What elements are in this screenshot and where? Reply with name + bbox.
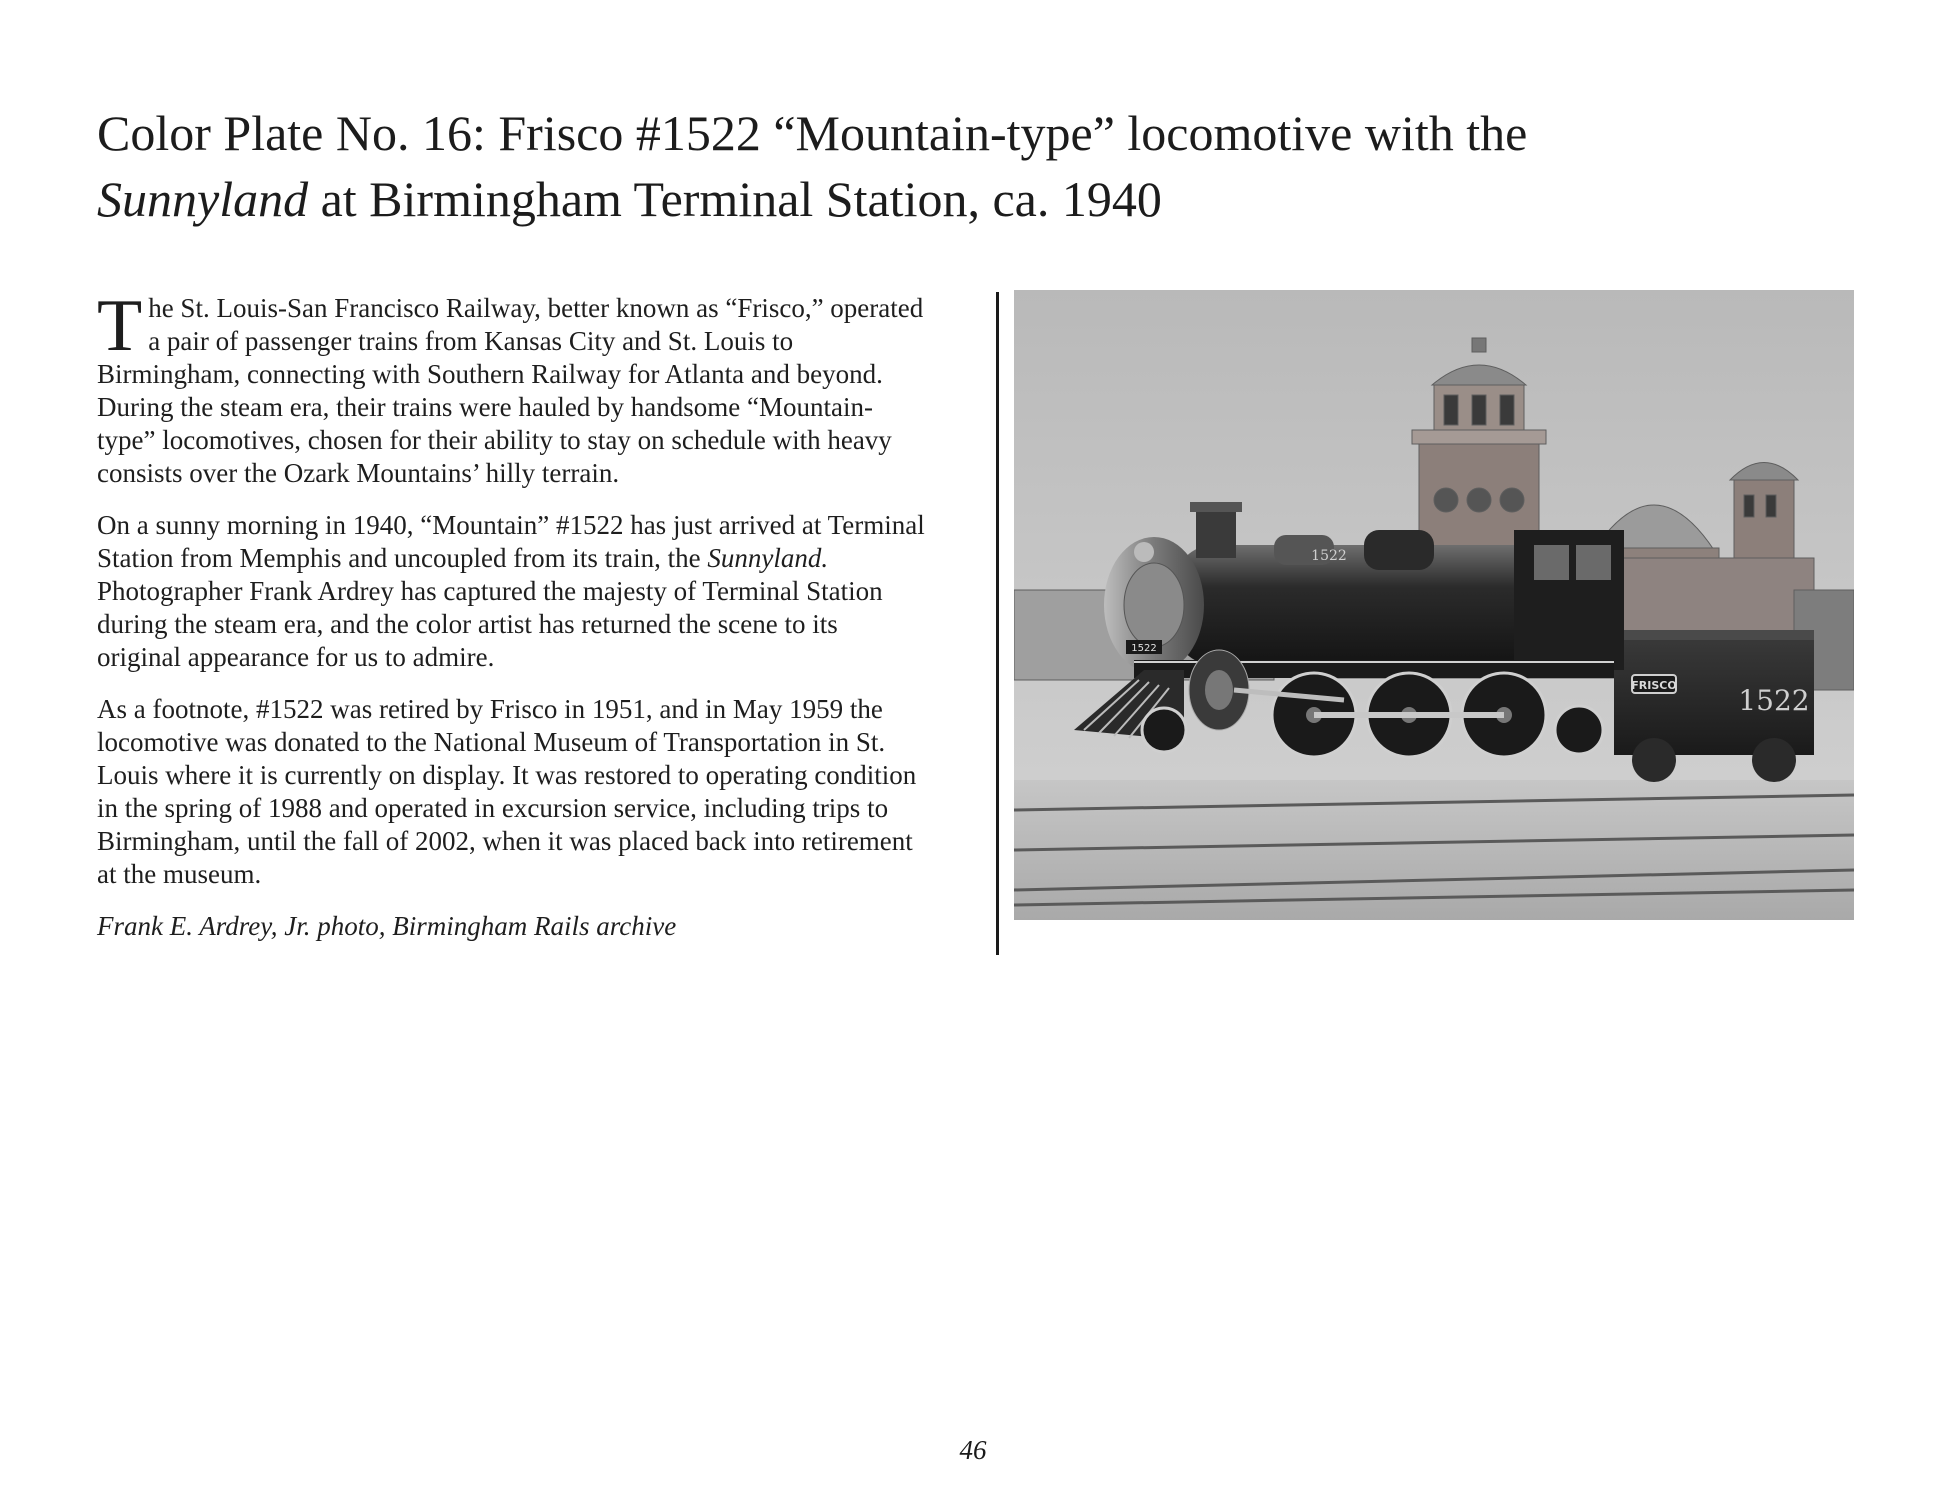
drop-cap: T [97, 285, 143, 367]
title-line-2: at Birmingham Terminal Station, ca. 1940 [308, 171, 1162, 227]
number-plate: 1522 [1131, 643, 1157, 654]
body-text [97, 285, 927, 962]
paragraph-1 [97, 285, 927, 490]
page-number: 46 [959, 1435, 987, 1465]
paragraph-2-train-name: Sunnyland. [707, 543, 829, 573]
paragraph-2 [97, 509, 927, 674]
page-title [97, 100, 1847, 232]
paragraph-2-text-a: On a sunny morning in 1940, “Mountain” #1522 has just arrived at Terminal Station from Memphis and uncoupled from its train, the [97, 510, 925, 573]
tender-herald: FRISCO [1631, 679, 1677, 692]
paragraph-1-text: he St. Louis-San Francisco Railway, better known as “Frisco,” operated a pair of passenger trains from Kansas City and St. Louis to Birmingham, connecting with Southern Railway for Atlanta and beyond. During the steam era, their trains were hauled by handsome “Mountain-type” locomotives, chosen for their ability to stay on schedule with heavy consists over the Ozark Mountains’ hilly terrain. [97, 293, 924, 488]
title-train-name: Sunnyland [97, 171, 309, 227]
paragraph-3: As a footnote, #1522 was retired by Frisco in 1951, and in May 1959 the locomotive was donated to the National Museum of Transportation in St. Louis where it is currently on display. It was restored to operating condition in the spring of 1988 and operated in excursion service, including trips to Birmingham, until the fall of 2002, when it was placed back into retirement at the museum. [97, 694, 917, 889]
column-divider [996, 292, 999, 955]
boiler-number: 1522 [1311, 548, 1347, 564]
paragraph-2-text-b: Photographer Frank Ardrey has captured the majesty of Terminal Station during the steam era, and the color artist has returned the scene to its original appearance for us to admire. [97, 576, 883, 672]
tender-number: 1522 [1738, 684, 1810, 717]
title-line-1: Color Plate No. 16: Frisco #1522 “Mountain-type” locomotive with the [97, 105, 1528, 161]
locomotive-photo [1014, 290, 1854, 920]
photo-credit: Frank E. Ardrey, Jr. photo, Birmingham Rails archive [97, 911, 677, 941]
